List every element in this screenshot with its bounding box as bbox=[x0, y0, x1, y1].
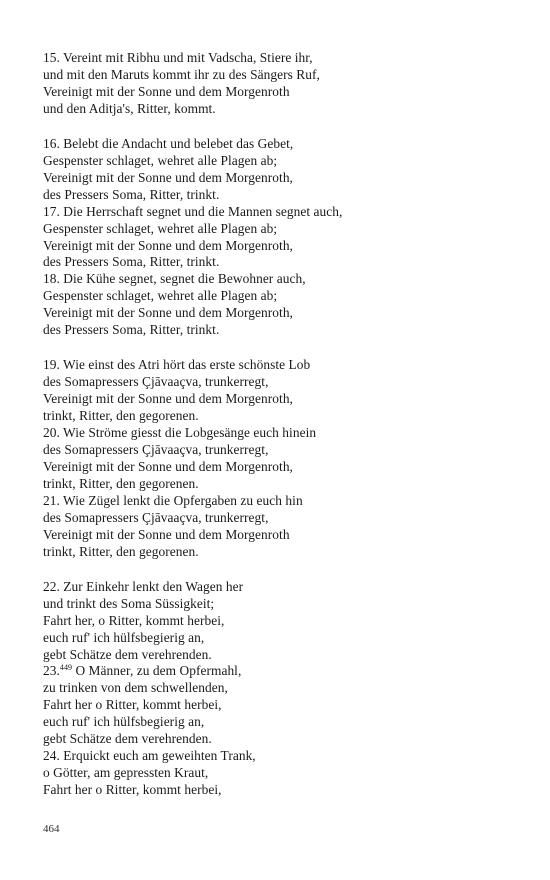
verse-line: Vereinigt mit der Sonne und dem Morgenroth, bbox=[43, 305, 293, 321]
verse-line: des Somapressers Çjāvaaçva, trunkerregt, bbox=[43, 442, 269, 458]
verse-line: gebt Schätze dem verehrenden. bbox=[43, 731, 212, 747]
verse-line-with-footnote bbox=[43, 663, 523, 680]
poem-text bbox=[43, 50, 523, 817]
verse-line: 22. Zur Einkehr lenkt den Wagen her bbox=[43, 578, 244, 594]
verse-text: O Männer, zu dem Opfermahl, bbox=[72, 663, 242, 679]
stanza-22-24 bbox=[43, 579, 523, 799]
verse-line: 15. Vereint mit Ribhu und mit Vadscha, Stiere ihr, bbox=[43, 50, 313, 65]
verse-line: Vereinigt mit der Sonne und dem Morgenroth, bbox=[43, 237, 293, 253]
footnote-reference[interactable]: 449 bbox=[59, 663, 73, 673]
verse-line: trinkt, Ritter, den gegorenen. bbox=[43, 475, 199, 491]
verse-line: 21. Wie Zügel lenkt die Opfergaben zu euch hin bbox=[43, 492, 303, 508]
verse-line: des Somapressers Çjāvaaçva, trunkerregt, bbox=[43, 374, 269, 390]
verse-line: 24. Erquickt euch am geweihten Trank, bbox=[43, 748, 256, 764]
verse-line: des Somapressers Çjāvaaçva, trunkerregt, bbox=[43, 509, 269, 525]
verse-line: des Pressers Soma, Ritter, trinkt. bbox=[43, 186, 220, 202]
verse-line: zu trinken von dem schwellenden, bbox=[43, 680, 228, 696]
verse-line: Vereinigt mit der Sonne und dem Morgenroth bbox=[43, 83, 290, 99]
verse-line: Vereinigt mit der Sonne und dem Morgenroth, bbox=[43, 458, 293, 474]
verse-line: trinkt, Ritter, den gegorenen. bbox=[43, 543, 199, 559]
verse-line: 17. Die Herrschaft segnet und die Mannen segnet auch, bbox=[43, 203, 343, 219]
verse-line: Gespenster schlaget, wehret alle Plagen ab; bbox=[43, 220, 278, 236]
stanza-19-21 bbox=[43, 357, 523, 560]
stanza-16-18 bbox=[43, 136, 523, 339]
verse-line: Fahrt her o Ritter, kommt herbei, bbox=[43, 697, 222, 713]
verse-line: Fahrt her, o Ritter, kommt herbei, bbox=[43, 612, 225, 628]
verse-line: und den Aditja's, Ritter, kommt. bbox=[43, 100, 216, 116]
verse-line: o Götter, am gepressten Kraut, bbox=[43, 765, 209, 781]
verse-line: und trinkt des Soma Süssigkeit; bbox=[43, 595, 215, 611]
stanza-15 bbox=[43, 50, 523, 118]
verse-line: Fahrt her o Ritter, kommt herbei, bbox=[43, 782, 222, 798]
verse-line: 19. Wie einst des Atri hört das erste schönste Lob bbox=[43, 357, 311, 373]
verse-line: Vereinigt mit der Sonne und dem Morgenroth bbox=[43, 526, 290, 542]
verse-number: 23. bbox=[43, 663, 60, 679]
verse-line: 20. Wie Ströme giesst die Lobgesänge euch hinein bbox=[43, 425, 317, 441]
verse-line: Vereinigt mit der Sonne und dem Morgenroth, bbox=[43, 169, 293, 185]
verse-line: Vereinigt mit der Sonne und dem Morgenroth, bbox=[43, 391, 293, 407]
page-number: 464 bbox=[43, 823, 60, 835]
verse-line: gebt Schätze dem verehrenden. bbox=[43, 646, 212, 662]
verse-line: trinkt, Ritter, den gegorenen. bbox=[43, 408, 199, 424]
verse-line: euch ruf' ich hülfsbegierig an, bbox=[43, 629, 205, 645]
verse-line: Gespenster schlaget, wehret alle Plagen ab; bbox=[43, 152, 278, 168]
verse-line: Gespenster schlaget, wehret alle Plagen ab; bbox=[43, 288, 278, 304]
verse-line: und mit den Maruts kommt ihr zu des Sängers Ruf, bbox=[43, 66, 320, 82]
verse-line: des Pressers Soma, Ritter, trinkt. bbox=[43, 322, 220, 338]
verse-line: 16. Belebt die Andacht und belebet das Gebet, bbox=[43, 135, 294, 151]
verse-line: 18. Die Kühe segnet, segnet die Bewohner auch, bbox=[43, 271, 306, 287]
verse-line: des Pressers Soma, Ritter, trinkt. bbox=[43, 254, 220, 270]
verse-line: euch ruf' ich hülfsbegierig an, bbox=[43, 714, 205, 730]
